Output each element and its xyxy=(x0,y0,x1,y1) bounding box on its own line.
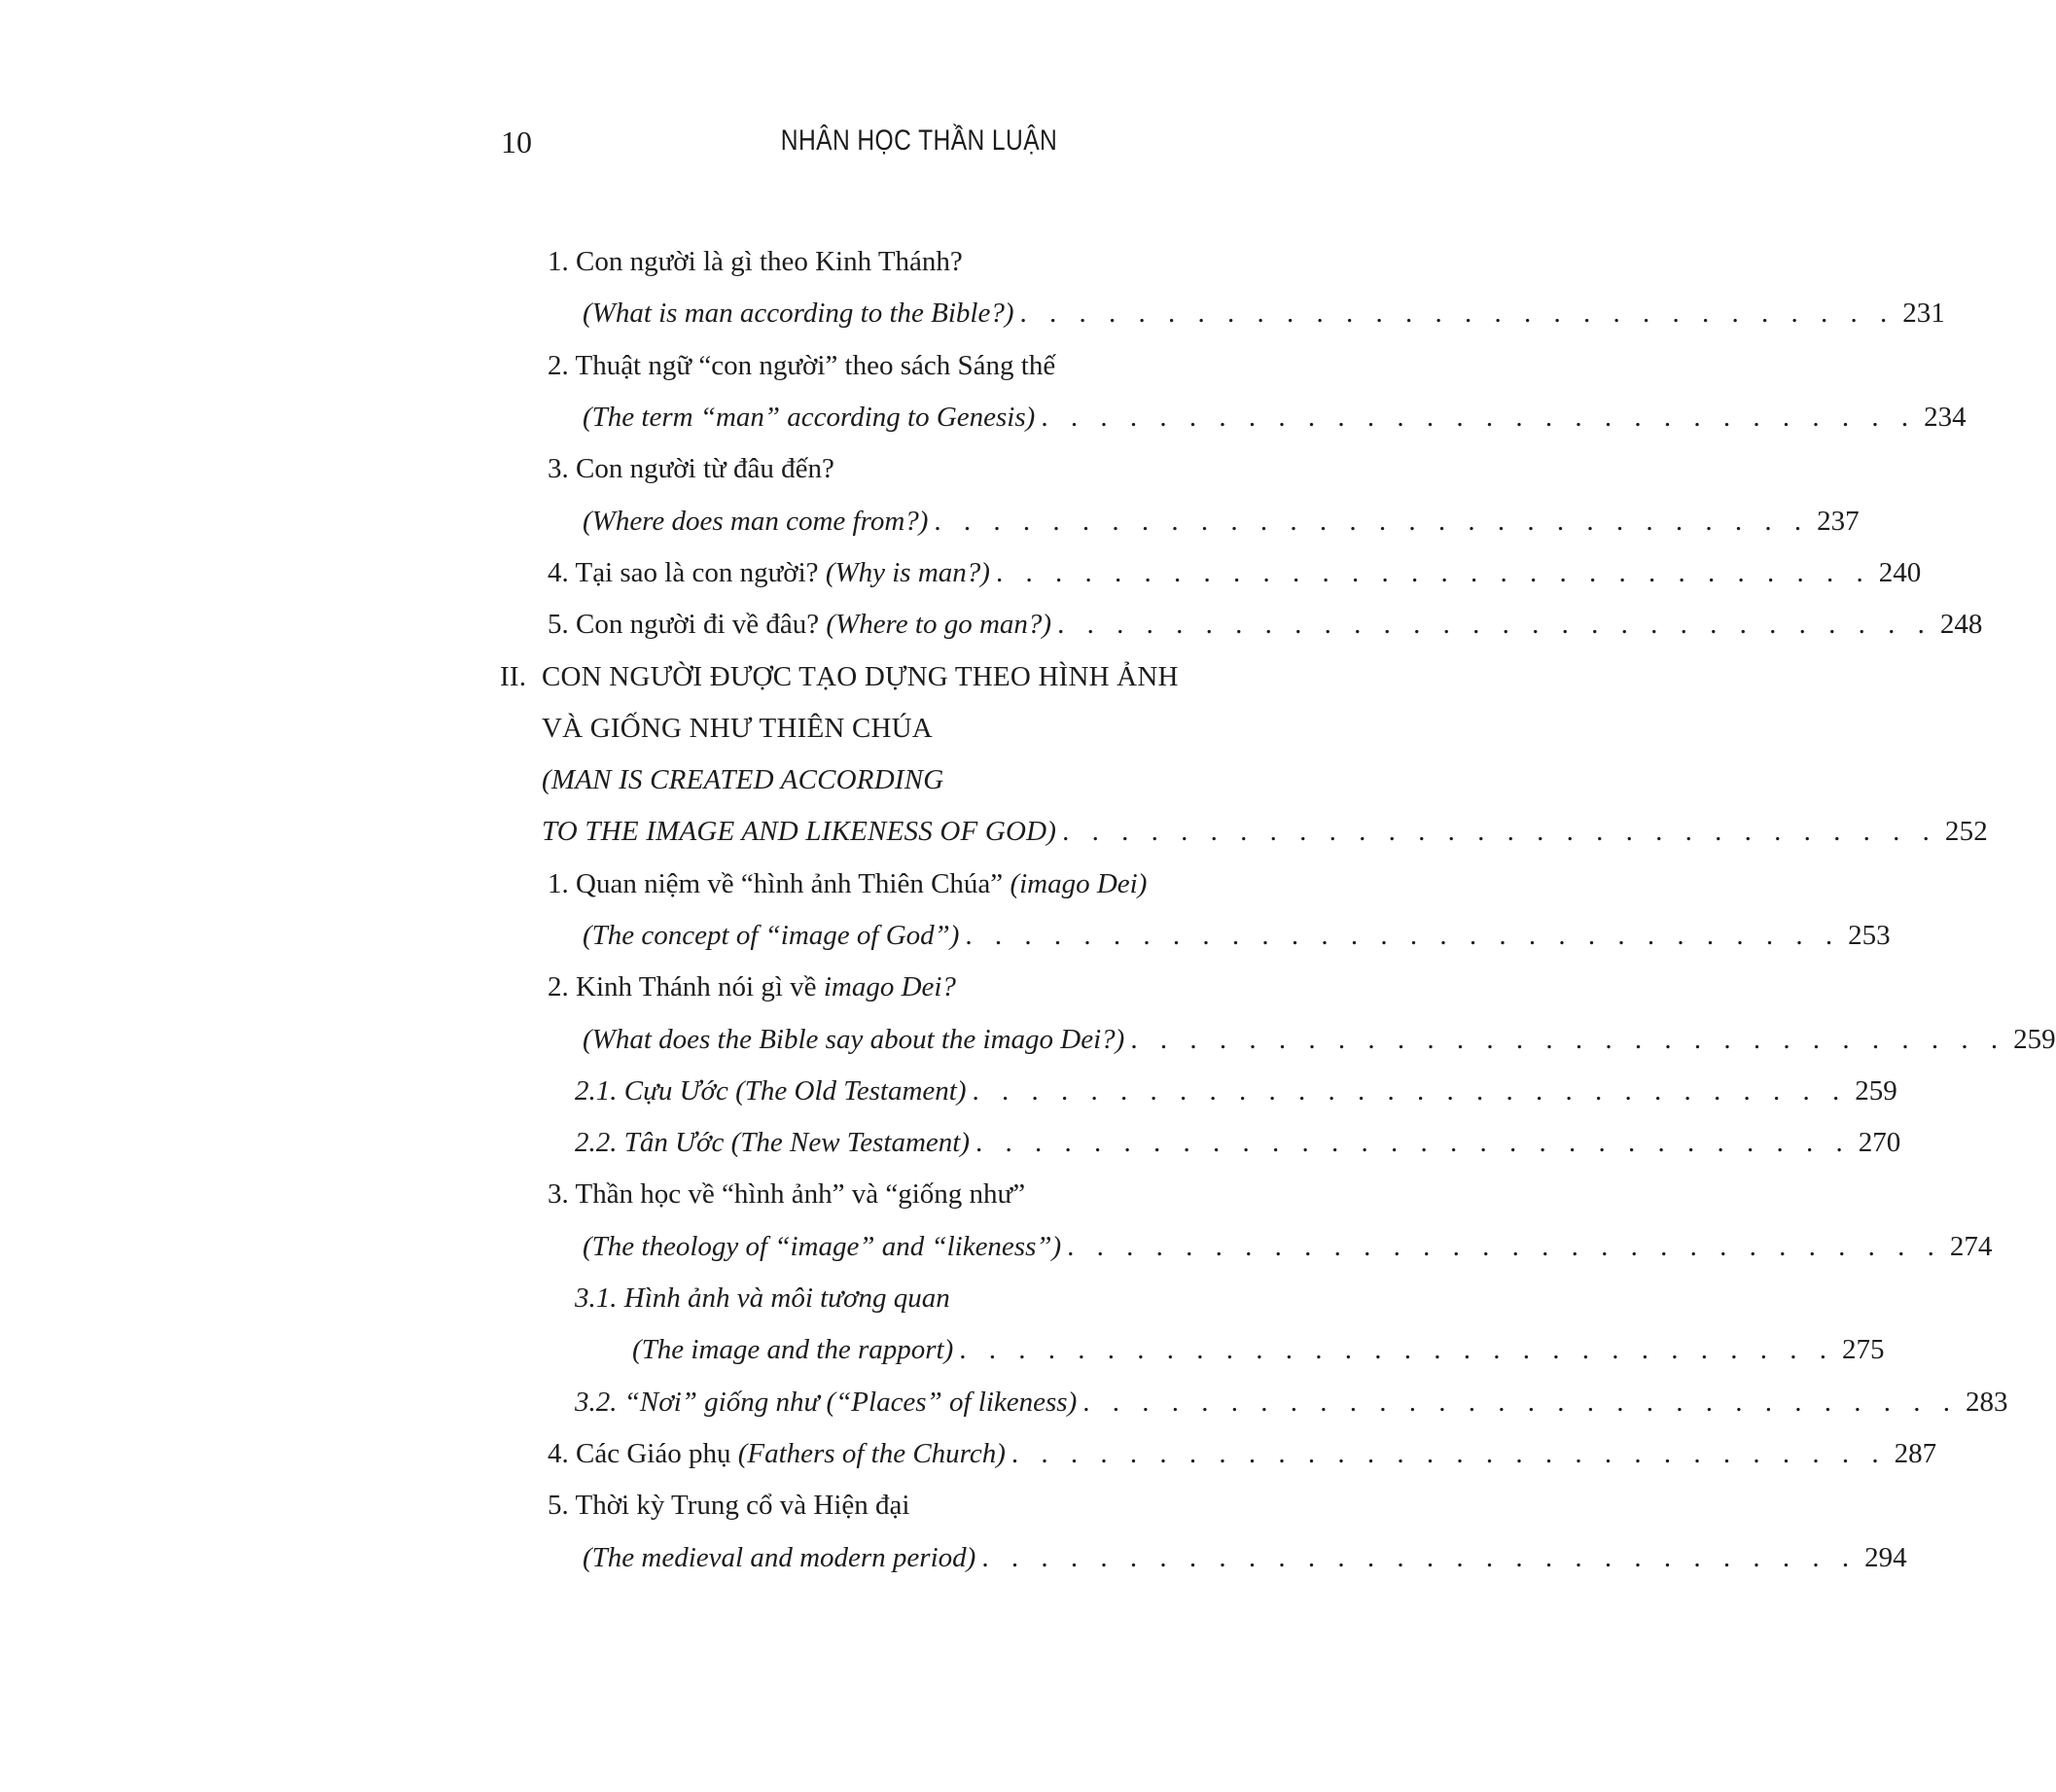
toc-entry-text: 2.2. Tân Ước (The New Testament) xyxy=(575,1127,971,1159)
toc-entry-text: VÀ GIỐNG NHƯ THIÊN CHÚA xyxy=(542,712,933,744)
toc-page-number: 253 xyxy=(1848,920,1891,951)
toc-entry-english: (imago Dei) xyxy=(1010,867,1148,899)
dot-leader: . . . . . . . . . . . . . . . . . . . . . . . . . . . . . . xyxy=(1062,816,1937,848)
toc-entry xyxy=(0,962,1335,1013)
toc-section-heading xyxy=(0,650,1335,702)
toc-entry xyxy=(0,1169,1335,1220)
toc-entry xyxy=(0,288,1945,339)
toc-entry xyxy=(0,910,1891,962)
running-title: NHÂN HỌC THẦN LUẬN xyxy=(780,124,1058,157)
dot-leader: . . . . . . . . . . . . . . . . . . . . . . . . . . . . . . xyxy=(1082,1386,1958,1418)
dot-leader: . . . . . . . . . . . . . . . . . . . . . . . . . . . . . . xyxy=(959,1334,1834,1366)
toc-entry xyxy=(0,392,1967,443)
toc-entry xyxy=(0,443,1335,495)
toc-entry-text: 3. Con người từ đâu đến? xyxy=(548,453,834,485)
dot-leader: . . . . . . . . . . . . . . . . . . . . . . . . . . . . . . xyxy=(1041,402,1917,434)
toc-entry-text: (The concept of “image of God”) xyxy=(583,920,960,951)
table-of-contents xyxy=(0,236,2056,1584)
toc-page-number: 275 xyxy=(1842,1334,1885,1366)
toc-entry xyxy=(0,1221,1993,1273)
toc-entry-text: 2. Kinh Thánh nói gì về xyxy=(548,971,817,1003)
toc-subentry xyxy=(0,1066,1897,1117)
toc-entry-text: (The image and the rapport) xyxy=(632,1334,954,1366)
dot-leader: . . . . . . . . . . . . . . . . . . . . . . . . . . . . . . xyxy=(981,1541,1858,1573)
toc-page-number: 283 xyxy=(1966,1386,2008,1418)
toc-entry-text: 1. Con người là gì theo Kinh Thánh? xyxy=(548,246,963,278)
toc-subentry xyxy=(0,1324,1885,1376)
toc-entry xyxy=(0,599,1983,650)
toc-subentry xyxy=(0,1377,2008,1428)
toc-entry-text: 3.1. Hình ảnh và môi tương quan xyxy=(575,1283,950,1315)
toc-page-number: 231 xyxy=(1902,298,1945,330)
toc-page-number: 294 xyxy=(1864,1541,1907,1573)
toc-entry-text: (What is man according to the Bible?) xyxy=(583,298,1014,330)
toc-page-number: 252 xyxy=(1944,816,1988,848)
page-number: 10 xyxy=(501,124,532,159)
toc-entry-text: (Where does man come from?) xyxy=(583,505,929,537)
toc-section-heading xyxy=(0,755,1335,806)
toc-entry-text: 2.1. Cựu Ước (The Old Testament) xyxy=(575,1074,967,1107)
toc-page-number: 234 xyxy=(1924,402,1967,434)
toc-entry-text: 5. Thời kỳ Trung cổ và Hiện đại xyxy=(548,1490,910,1522)
toc-page-number: 248 xyxy=(1939,609,1983,641)
toc-entry-text: CON NGƯỜI ĐƯỢC TẠO DỰNG THEO HÌNH ẢNH xyxy=(542,660,1179,692)
toc-page-number: 259 xyxy=(2013,1023,2056,1055)
toc-entry-english: imago Dei? xyxy=(823,971,956,1003)
toc-entry-text: (MAN IS CREATED ACCORDING xyxy=(542,764,944,796)
dot-leader: . . . . . . . . . . . . . . . . . . . . . . . . . . . . . . xyxy=(965,920,1841,951)
toc-entry-text: 3.2. “Nơi” giống như (“Places” of likeness) xyxy=(575,1386,1078,1418)
toc-entry-text: 3. Thần học về “hình ảnh” và “giống như” xyxy=(548,1178,1026,1211)
toc-entry xyxy=(0,1480,1335,1531)
toc-entry-text: 2. Thuật ngữ “con người” theo sách Sáng thế xyxy=(548,349,1056,381)
toc-entry-english: (Why is man?) xyxy=(825,556,990,588)
toc-entry xyxy=(0,1428,1937,1480)
toc-section-heading xyxy=(0,703,1335,755)
dot-leader: . . . . . . . . . . . . . . . . . . . . . . . . . . . . . . xyxy=(1067,1230,1942,1262)
dot-leader: . . . . . . . . . . . . . . . . . . . . . . . . . . . . . . xyxy=(975,1127,1851,1159)
toc-entry-text: (The theology of “image” and “likeness”) xyxy=(583,1230,1062,1262)
toc-entry xyxy=(0,1531,1907,1583)
toc-entry xyxy=(0,547,1922,599)
toc-page-number: 287 xyxy=(1894,1437,1937,1469)
dot-leader: . . . . . . . . . . . . . . . . . . . . . . . . . . . . . . xyxy=(972,1074,1848,1107)
toc-page-number: 240 xyxy=(1878,556,1922,588)
toc-entry xyxy=(0,340,1335,392)
section-numeral: II. xyxy=(500,660,527,692)
dot-leader: . . . . . . . . . . . . . . . . . . . . . . . . . . . . . . xyxy=(1019,298,1896,330)
toc-page-number: 259 xyxy=(1855,1074,1897,1107)
toc-subentry xyxy=(0,1117,1901,1169)
toc-entry-text: (What does the Bible say about the imago Dei?) xyxy=(583,1023,1125,1055)
dot-leader: . . . . . . . . . . . . . . . . . . . . . . . . . . . . . . xyxy=(1057,609,1932,641)
toc-page-number: 270 xyxy=(1858,1127,1901,1159)
toc-entry-english: (Where to go man?) xyxy=(826,609,1052,641)
dot-leader: . . . . . . . . . . . . . . . . . . . . . . . . . . . . . . xyxy=(1010,1437,1887,1469)
dot-leader: . . . . . . . . . . . . . . . . . . . . . . . . . . . . . . xyxy=(995,556,1871,588)
page-header xyxy=(501,124,1337,163)
dot-leader: . . . . . . . . . . . . . . . . . . . . . . . . . . . . . . xyxy=(934,505,1810,537)
toc-entry-text: TO THE IMAGE AND LIKENESS OF GOD) xyxy=(542,816,1057,848)
toc-entry-text: 4. Các Giáo phụ xyxy=(548,1437,731,1469)
toc-page-number: 274 xyxy=(1949,1230,1993,1262)
toc-entry xyxy=(0,495,1860,546)
dot-leader: . . . . . . . . . . . . . . . . . . . . . . . . . . . . . . xyxy=(1130,1023,2006,1055)
toc-entry-text: 1. Quan niệm về “hình ảnh Thiên Chúa” xyxy=(548,867,1004,899)
toc-entry-text: 5. Con người đi về đâu? xyxy=(548,609,820,641)
toc-entry xyxy=(0,859,1335,910)
toc-section-heading xyxy=(0,806,1988,858)
toc-entry-text: (The term “man” according to Genesis) xyxy=(583,402,1036,434)
toc-entry xyxy=(0,1013,2056,1065)
toc-page-number: 237 xyxy=(1817,505,1860,537)
toc-entry-text: (The medieval and modern period) xyxy=(583,1541,976,1573)
toc-entry-english: (Fathers of the Church) xyxy=(737,1437,1006,1469)
toc-entry xyxy=(0,236,1335,288)
toc-subentry xyxy=(0,1273,1335,1324)
toc-entry-text: 4. Tại sao là con người? xyxy=(548,556,819,588)
